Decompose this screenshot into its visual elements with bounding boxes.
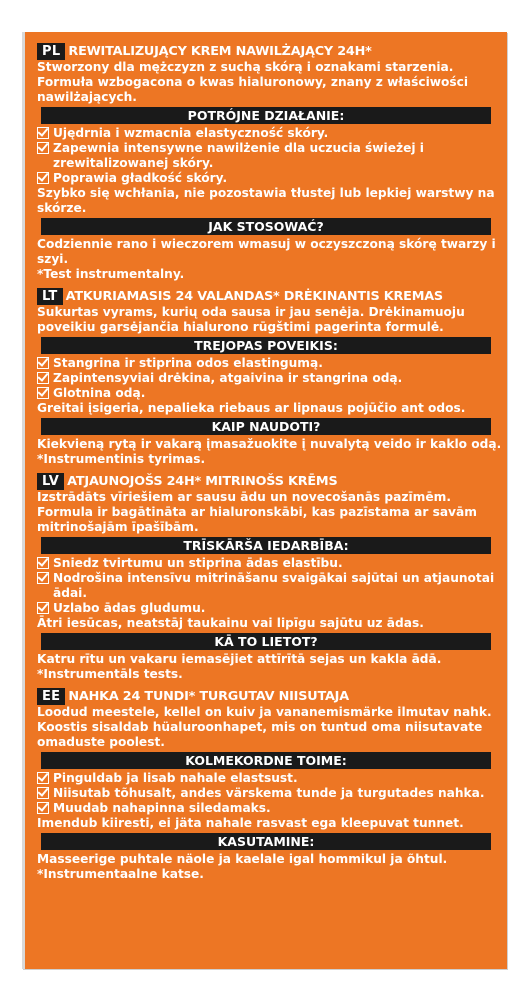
footnote: *Instrumentaalne katse. (37, 867, 204, 881)
checkbox-icon (37, 142, 49, 154)
language-code: EE (37, 688, 65, 705)
intro-text: Loodud meestele, kellel on kuiv ja vananemismärke ilmutav nahk. Koostis sisaldab hüaluroonhapet, mis on tuntud oma niisutavate omaduste poolest. (37, 705, 492, 749)
language-sections (37, 43, 503, 882)
footnote: *Test instrumentalny. (37, 267, 185, 281)
footnote: *Instrumentāls tests. (37, 667, 183, 681)
effects-heading: POTRÓJNE DZIAŁANIE: (41, 107, 491, 124)
effect-item (37, 356, 503, 371)
effect-item (37, 141, 503, 171)
section-header (37, 288, 503, 305)
usage-text: Masseerige puhtale näole ja kaelale igal hommikul ja õhtul. (37, 852, 448, 866)
section-header (37, 43, 503, 60)
effects-heading: TRĪSKĀRŠA IEDARBĪBA: (41, 537, 491, 554)
effect-item (37, 786, 503, 801)
effect-text: Zapintensyviai drėkina, atgaivina ir stangrina odą. (53, 371, 403, 385)
section-lt (37, 288, 503, 467)
effect-item (37, 171, 503, 186)
section-lv (37, 473, 503, 682)
checkbox-icon (37, 772, 49, 784)
effect-item (37, 556, 503, 571)
effect-item (37, 601, 503, 616)
checkbox-icon (37, 387, 49, 399)
usage-text: Kiekvieną rytą ir vakarą įmasažuokite į nuvalytą veido ir kaklo odą. (37, 437, 502, 451)
effect-text: Ujędrnia i wzmacnia elastyczność skóry. (53, 126, 329, 140)
absorption-note: Ātri iesūcas, neatstāj taukainu vai lipīgu sajūtu uz ādas. (37, 616, 424, 630)
absorption-note: Imendub kiiresti, ei jäta nahale rasvast ega kleepuvat tunnet. (37, 816, 464, 830)
checkbox-icon (37, 127, 49, 139)
product-title: ATJAUNOJOŠS 24H* MITRINOŠS KRĒMS (67, 474, 338, 489)
checkbox-icon (37, 802, 49, 814)
effect-text: Poprawia gładkość skóry. (53, 171, 228, 185)
effect-item (37, 126, 503, 141)
effect-text: Muudab nahapinna siledamaks. (53, 801, 271, 815)
effect-item (37, 371, 503, 386)
language-code: LV (37, 473, 64, 490)
checkbox-icon (37, 602, 49, 614)
effect-text: Sniedz tvirtumu un stiprina ādas elastību. (53, 556, 343, 570)
effect-text: Nodrošina intensīvu mitrināšanu svaigākai sajūtai un atjaunotai ādai. (53, 571, 495, 600)
checkbox-icon (37, 357, 49, 369)
checkbox-icon (37, 557, 49, 569)
footnote: *Instrumentinis tyrimas. (37, 452, 206, 466)
effect-text: Pinguldab ja lisab nahale elastsust. (53, 771, 298, 785)
language-code: PL (37, 43, 65, 60)
checkbox-icon (37, 372, 49, 384)
effect-text: Uzlabo ādas gludumu. (53, 601, 206, 615)
absorption-note: Szybko się wchłania, nie pozostawia tłustej lub lepkiej warstwy na skórze. (37, 186, 495, 215)
checkbox-icon (37, 787, 49, 799)
absorption-note: Greitai įsigeria, nepalieka riebaus ar lipnaus pojūčio ant odos. (37, 401, 466, 415)
effect-text: Niisutab tõhusalt, andes värskema tunde ja turgutades nahka. (53, 786, 485, 800)
product-title: NAHKA 24 TUNDI* TURGUTAV NIISUTAJA (68, 689, 349, 704)
usage-text: Codziennie rano i wieczorem wmasuj w oczyszczoną skórę twarzy i szyi. (37, 237, 496, 266)
effect-text: Zapewnia intensywne nawilżenie dla uczucia świeżej i zrewitalizowanej skóry. (53, 141, 424, 170)
effect-item (37, 571, 503, 601)
effect-item (37, 771, 503, 786)
usage-heading: JAK STOSOWAĆ? (41, 218, 491, 235)
usage-heading: KĀ TO LIETOT? (41, 633, 491, 650)
usage-heading: KAIP NAUDOTI? (41, 418, 491, 435)
product-info-panel (22, 32, 507, 969)
usage-heading: KASUTAMINE: (41, 833, 491, 850)
usage-text: Katru rītu un vakaru iemasējiet attīrītā sejas un kakla ādā. (37, 652, 442, 666)
section-ee (37, 688, 503, 882)
section-pl (37, 43, 503, 282)
product-title: ATKURIAMASIS 24 VALANDAS* DRĖKINANTIS KREMAS (65, 289, 443, 304)
effect-text: Stangrina ir stiprina odos elastingumą. (53, 356, 323, 370)
intro-text: Izstrādāts vīriešiem ar sausu ādu un novecošanās pazīmēm. Formula ir bagātināta ar hialuronskābi, kas pazīstama ar savām mitrinošajām īpašībām. (37, 490, 477, 534)
product-title: REWITALIZUJĄCY KREM NAWILŻAJĄCY 24H* (68, 44, 372, 59)
checkbox-icon (37, 172, 49, 184)
language-code: LT (37, 288, 63, 305)
section-header (37, 473, 503, 490)
intro-text: Sukurtas vyrams, kurių oda sausa ir jau senėja. Drėkinamuoju poveikiu garsėjančia hialurono rūgštimi pagerinta formulė. (37, 305, 465, 334)
effect-item (37, 386, 503, 401)
effects-heading: KOLMEKORDNE TOIME: (41, 752, 491, 769)
intro-text: Stworzony dla mężczyzn z suchą skórą i oznakami starzenia. Formuła wzbogacona o kwas hialuronowy, znany z właściwości nawilżających. (37, 60, 469, 104)
effect-text: Glotnina odą. (53, 386, 146, 400)
checkbox-icon (37, 572, 49, 584)
section-header (37, 688, 503, 705)
effect-item (37, 801, 503, 816)
effects-heading: TREJOPAS POVEIKIS: (41, 337, 491, 354)
